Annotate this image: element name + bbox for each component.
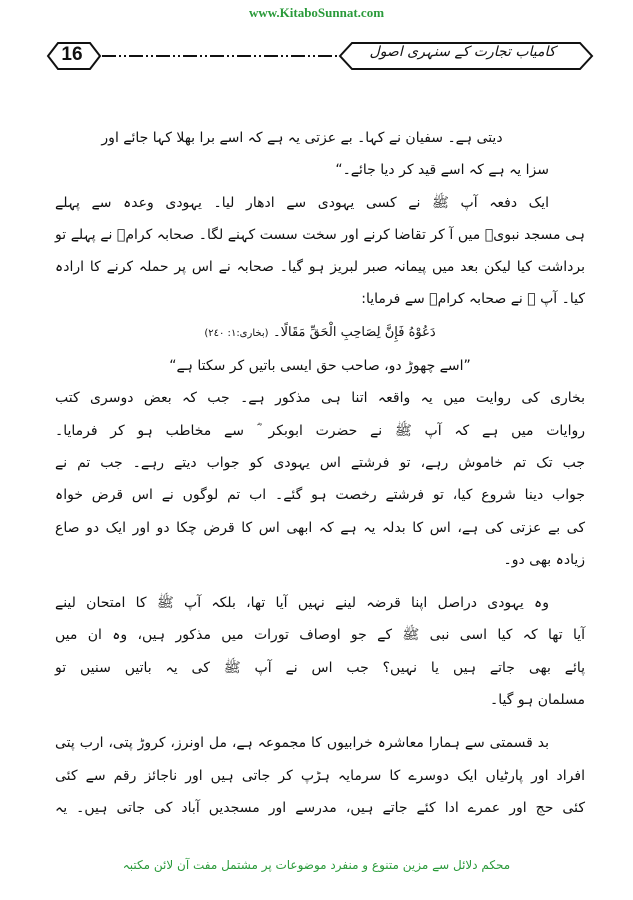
body-line: دیتی ہے۔ سفیان نے کہا۔ بے عزتی یہ ہے کہ اسے برا بھلا کہا جائے اور xyxy=(101,130,503,146)
page-body xyxy=(55,122,585,824)
body-line: زیادہ بھی دو۔ xyxy=(503,551,585,568)
footer-tagline: محکم دلائل سے مزین متنوع و منفرد موضوعات پر مشتمل مفت آن لائن مکتبہ xyxy=(122,858,511,872)
citation: (بخاری:١: ٢٤٠) xyxy=(204,327,269,339)
page-number: 16 xyxy=(61,44,83,65)
body-line: ہی مسجد نبویؐ میں آ کر تقاضا کرنے اور سخت سست کہنے لگا۔ صحابہ کرامؓ نے پہلے تو xyxy=(55,226,585,243)
body-line: روایات میں ہے کہ آپ ﷺ نے حضرت ابوبکر ؓ سے مخاطب ہو کر فرمایا۔ xyxy=(55,422,585,439)
body-line: کیا۔ آپ ﷺ نے صحابہ کرامؓ سے فرمایا: xyxy=(361,291,585,308)
body-line: بخاری کی روایت میں یہ واقعہ اتنا ہی مذکور ہے۔ جب کہ بعض دوسری کتب xyxy=(55,390,585,407)
book-title: کامیاب تجارت کے سنہری اصول xyxy=(369,44,556,60)
page-header xyxy=(40,38,595,74)
body-line: کی بے عزتی کی ہے، اس کا بدلہ یہ ہے کہ ابھی اس کا قرض چکا دو اور ایک دو صاع xyxy=(55,519,585,536)
hadith-quote xyxy=(55,316,585,350)
translation-quote: ”اسے چھوڑ دو، صاحب حق ایسی باتیں کر سکتا ہے“ xyxy=(169,358,471,375)
body-line: جب تک تم خاموش رہے، تو فرشتے اس یہودی کو جواب دیتے رہے۔ جب تم نے xyxy=(55,454,585,471)
body-line: جواب دینا شروع کیا، تو فرشتے رخصت ہو گئے۔ اب تم لوگوں نے اس قرض خواہ xyxy=(55,487,585,504)
body-line: آیا تھا کہ کیا اسی نبی ﷺ کے جو اوصاف تورات میں مذکور ہیں، وہ ان میں xyxy=(55,627,585,644)
arabic-hadith: دَعُوْهُ فَإِنَّ لِصَاحِبِ الْحَقِّ مَقَالًا۔ xyxy=(272,324,436,340)
body-line: بد قسمتی سے ہمارا معاشرہ خرابیوں کا مجموعہ ہے، مل اونرز، کروڑ پتی، ارب پتی xyxy=(55,735,549,752)
watermark-url: www.KitaboSunnat.com xyxy=(248,5,385,20)
body-line: کئی حج اور عمرے ادا کئے جاتے ہیں، مدرسے اور مسجدیں آباد کی جاتی ہیں۔ یہ xyxy=(55,799,585,816)
body-line: مسلمان ہو گیا۔ xyxy=(490,692,585,709)
body-line: وہ یہودی دراصل اپنا قرضہ لینے نہیں آیا تھا، بلکہ آپ ﷺ کا امتحان لینے xyxy=(55,595,549,612)
body-line: برداشت کیا لیکن بعد میں پیمانہ صبر لبریز ہو گیا۔ صحابہ نے اس پر حملہ کرنے کا ارادہ xyxy=(55,259,585,276)
body-line: سزا یہ ہے کہ اسے قید کر دیا جائے۔“ xyxy=(335,162,549,179)
body-line: افراد اور پارٹیاں ایک دوسرے کا سرمایہ ہڑپ کر جاتی ہیں اور ناجائز رقم سے کئی xyxy=(55,767,585,784)
body-line: پائے بھی جاتے ہیں یا نہیں؟ جب اس نے آپ ﷺ کی یہ باتیں سنیں تو xyxy=(55,659,585,676)
body-line: ایک دفعہ آپ ﷺ نے کسی یہودی سے ادھار لیا۔ یہودی وعدہ سے پہلے xyxy=(55,194,549,211)
